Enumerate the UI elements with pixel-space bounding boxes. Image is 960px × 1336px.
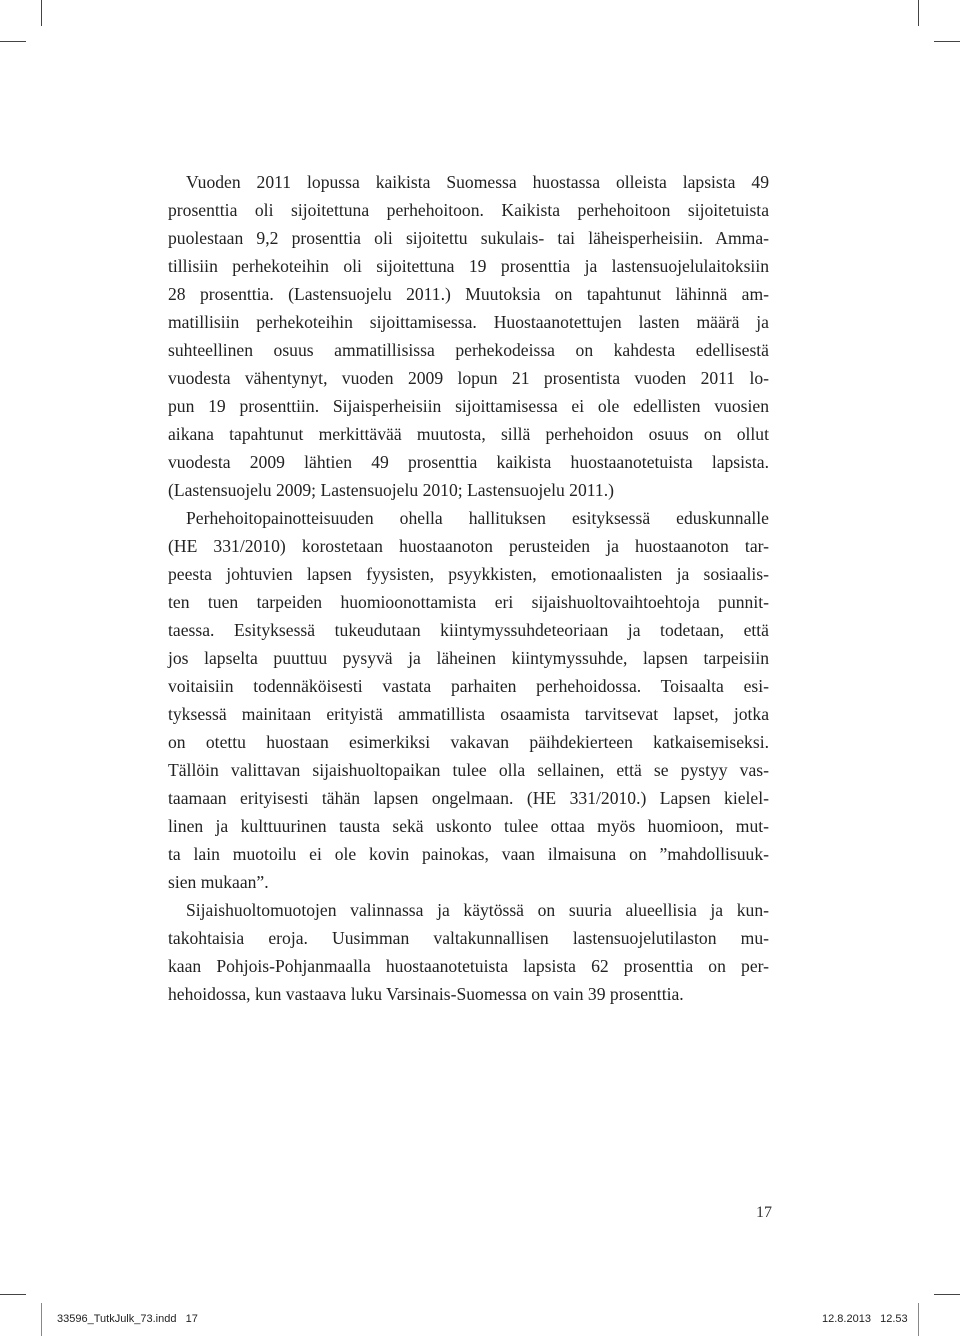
slug-file-info: 33596_TutkJulk_73.indd 17 [57, 1313, 198, 1325]
text-line: voitaisiin todennäköisesti vastata parhaiten perhehoidossa. Toisaalta esi- [168, 676, 769, 696]
text-line: jos lapselta puuttuu pysyvä ja läheinen kiintymyssuhde, lapsen tarpeisiin [168, 648, 769, 668]
text-line: ta lain muotoilu ei ole kovin painokas, vaan ilmaisuna on ”mahdollisuuk- [168, 844, 769, 864]
text-line: tillisiin perhekoteihin oli sijoitettuna 19 prosenttia ja lastensuojelulaitoksiin [168, 256, 769, 276]
slug-rule [918, 1303, 919, 1336]
text-line: peesta johtuvien lapsen fyysisten, psyykkisten, emotionaalisten ja sosiaalis- [168, 564, 769, 584]
crop-mark [934, 41, 960, 42]
text-line: puolestaan 9,2 prosenttia oli sijoitettu sukulais- tai läheisperheisiin. Amma- [168, 228, 769, 248]
crop-mark [41, 0, 42, 26]
crop-mark [0, 41, 26, 42]
paragraph [168, 504, 769, 896]
slug-rule [41, 1303, 42, 1336]
text-line: Perhehoitopainotteisuuden ohella hallituksen esityksessä eduskunnalle [186, 508, 769, 528]
text-line: linen ja kulttuurinen tausta sekä uskonto tulee ottaa myös huomioon, mut- [168, 816, 769, 836]
page-number: 17 [756, 1204, 772, 1221]
text-line: suhteellinen osuus ammatillisissa perhekodeissa on kahdesta edellisestä [168, 340, 769, 360]
crop-mark [918, 0, 919, 26]
text-line: tyksessä mainitaan erityistä ammatillista osaamista tarvitsevat lapset, jotka [168, 704, 769, 724]
text-line: Vuoden 2011 lopussa kaikista Suomessa huostassa olleista lapsista 49 [186, 172, 769, 192]
text-line: pun 19 prosenttiin. Sijaisperheisiin sijoittamisessa ei ole edellisten vuosien [168, 396, 769, 416]
text-line: (Lastensuojelu 2009; Lastensuojelu 2010; Lastensuojelu 2011.) [168, 480, 614, 500]
crop-mark [0, 1294, 26, 1295]
text-line: aikana tapahtunut merkittävää muutosta, sillä perhehoidon osuus on ollut [168, 424, 769, 444]
crop-mark [934, 1294, 960, 1295]
text-line: vuodesta vähentynyt, vuoden 2009 lopun 21 prosentista vuoden 2011 lo- [168, 368, 769, 388]
body-text [168, 168, 769, 1008]
text-line: Tällöin valittavan sijaishuoltopaikan tulee olla sellainen, että se pystyy vas- [168, 760, 769, 780]
slug-date-info: 12.8.2013 12.53 [822, 1313, 908, 1325]
text-line: on otettu huostaan esimerkiksi vakavan päihdekierteen katkaisemiseksi. [168, 732, 769, 752]
text-line: takohtaisia eroja. Uusimman valtakunnallisen lastensuojelutilaston mu- [168, 928, 769, 948]
text-line: vuodesta 2009 lähtien 49 prosenttia kaikista huostaanotetuista lapsista. [168, 452, 769, 472]
text-line: 28 prosenttia. (Lastensuojelu 2011.) Muutoksia on tapahtunut lähinnä am- [168, 284, 769, 304]
text-line: kaan Pohjois-Pohjanmaalla huostaanotetuista lapsista 62 prosenttia on per- [168, 956, 769, 976]
text-line: matillisiin perhekoteihin sijoittamisessa. Huostaanotettujen lasten määrä ja [168, 312, 769, 332]
text-line: sien mukaan”. [168, 872, 269, 892]
paragraph [168, 168, 769, 504]
text-line: (HE 331/2010) korostetaan huostaanoton perusteiden ja huostaanoton tar- [168, 536, 769, 556]
text-line: ten tuen tarpeiden huomioonottamista eri sijaishuoltovaihtoehtoja punnit- [168, 592, 769, 612]
text-line: taamaan erityisesti tähän lapsen ongelmaan. (HE 331/2010.) Lapsen kielel- [168, 788, 769, 808]
text-line: prosenttia oli sijoitettuna perhehoitoon. Kaikista perhehoitoon sijoitetuista [168, 200, 769, 220]
text-line: hehoidossa, kun vastaava luku Varsinais-Suomessa on vain 39 prosenttia. [168, 984, 684, 1004]
text-line: Sijaishuoltomuotojen valinnassa ja käytössä on suuria alueellisia ja kun- [186, 900, 769, 920]
text-line: taessa. Esityksessä tukeudutaan kiintymyssuhdeteoriaan ja todetaan, että [168, 620, 769, 640]
paragraph [168, 896, 769, 1008]
